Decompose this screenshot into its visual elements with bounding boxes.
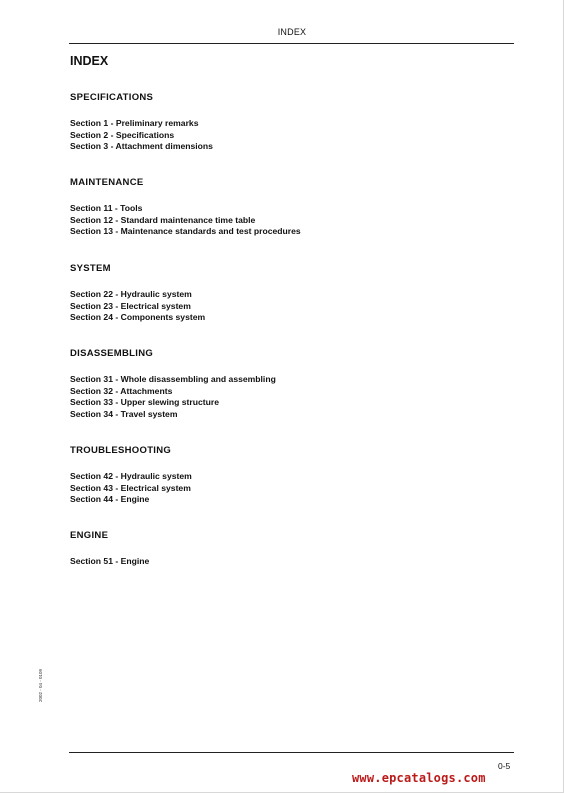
group-heading: MAINTENANCE bbox=[70, 177, 144, 188]
index-entry[interactable]: Section 24 - Components system bbox=[70, 312, 206, 323]
group-heading: DISASSEMBLING bbox=[70, 348, 154, 359]
group-system bbox=[70, 263, 205, 324]
group-disassembling bbox=[70, 348, 276, 420]
index-entry[interactable]: Section 33 - Upper slewing structure bbox=[70, 397, 219, 408]
index-entry[interactable]: Section 43 - Electrical system bbox=[70, 482, 191, 493]
group-troubleshooting bbox=[70, 445, 192, 506]
header-divider bbox=[69, 43, 514, 44]
group-heading: SPECIFICATIONS bbox=[70, 92, 154, 103]
page-number: 0-5 bbox=[498, 761, 511, 771]
group-heading: SYSTEM bbox=[70, 263, 111, 274]
index-entry[interactable]: Section 1 - Preliminary remarks bbox=[70, 118, 199, 128]
index-entry[interactable]: Section 34 - Travel system bbox=[70, 408, 178, 419]
group-heading: ENGINE bbox=[70, 530, 109, 541]
index-entry[interactable]: Section 2 - Specifications bbox=[70, 129, 175, 140]
index-entry[interactable]: Section 51 - Engine bbox=[70, 556, 150, 566]
index-entry[interactable]: Section 11 - Tools bbox=[70, 203, 143, 213]
footer-divider bbox=[69, 752, 514, 753]
group-engine bbox=[70, 530, 149, 568]
index-entry[interactable]: Section 31 - Whole disassembling and assembling bbox=[70, 374, 276, 384]
index-entry[interactable]: Section 44 - Engine bbox=[70, 494, 150, 505]
index-entry[interactable]: Section 12 - Standard maintenance time table bbox=[70, 214, 256, 225]
side-document-code: 2002 - 04 - 0109 bbox=[38, 668, 43, 702]
watermark-link[interactable]: www.epcatalogs.com bbox=[352, 771, 486, 785]
page-title: INDEX bbox=[70, 54, 109, 68]
header-title: INDEX bbox=[277, 27, 307, 37]
index-entry[interactable]: Section 23 - Electrical system bbox=[70, 300, 191, 311]
index-entry[interactable]: Section 32 - Attachments bbox=[70, 385, 173, 396]
group-maintenance bbox=[70, 177, 301, 238]
group-heading: TROUBLESHOOTING bbox=[70, 445, 172, 456]
index-entry[interactable]: Section 22 - Hydraulic system bbox=[70, 289, 192, 299]
index-entry[interactable]: Section 3 - Attachment dimensions bbox=[70, 141, 213, 152]
index-entry[interactable]: Section 42 - Hydraulic system bbox=[70, 471, 192, 481]
index-entry[interactable]: Section 13 - Maintenance standards and test procedures bbox=[70, 226, 301, 237]
group-specifications bbox=[70, 92, 213, 153]
